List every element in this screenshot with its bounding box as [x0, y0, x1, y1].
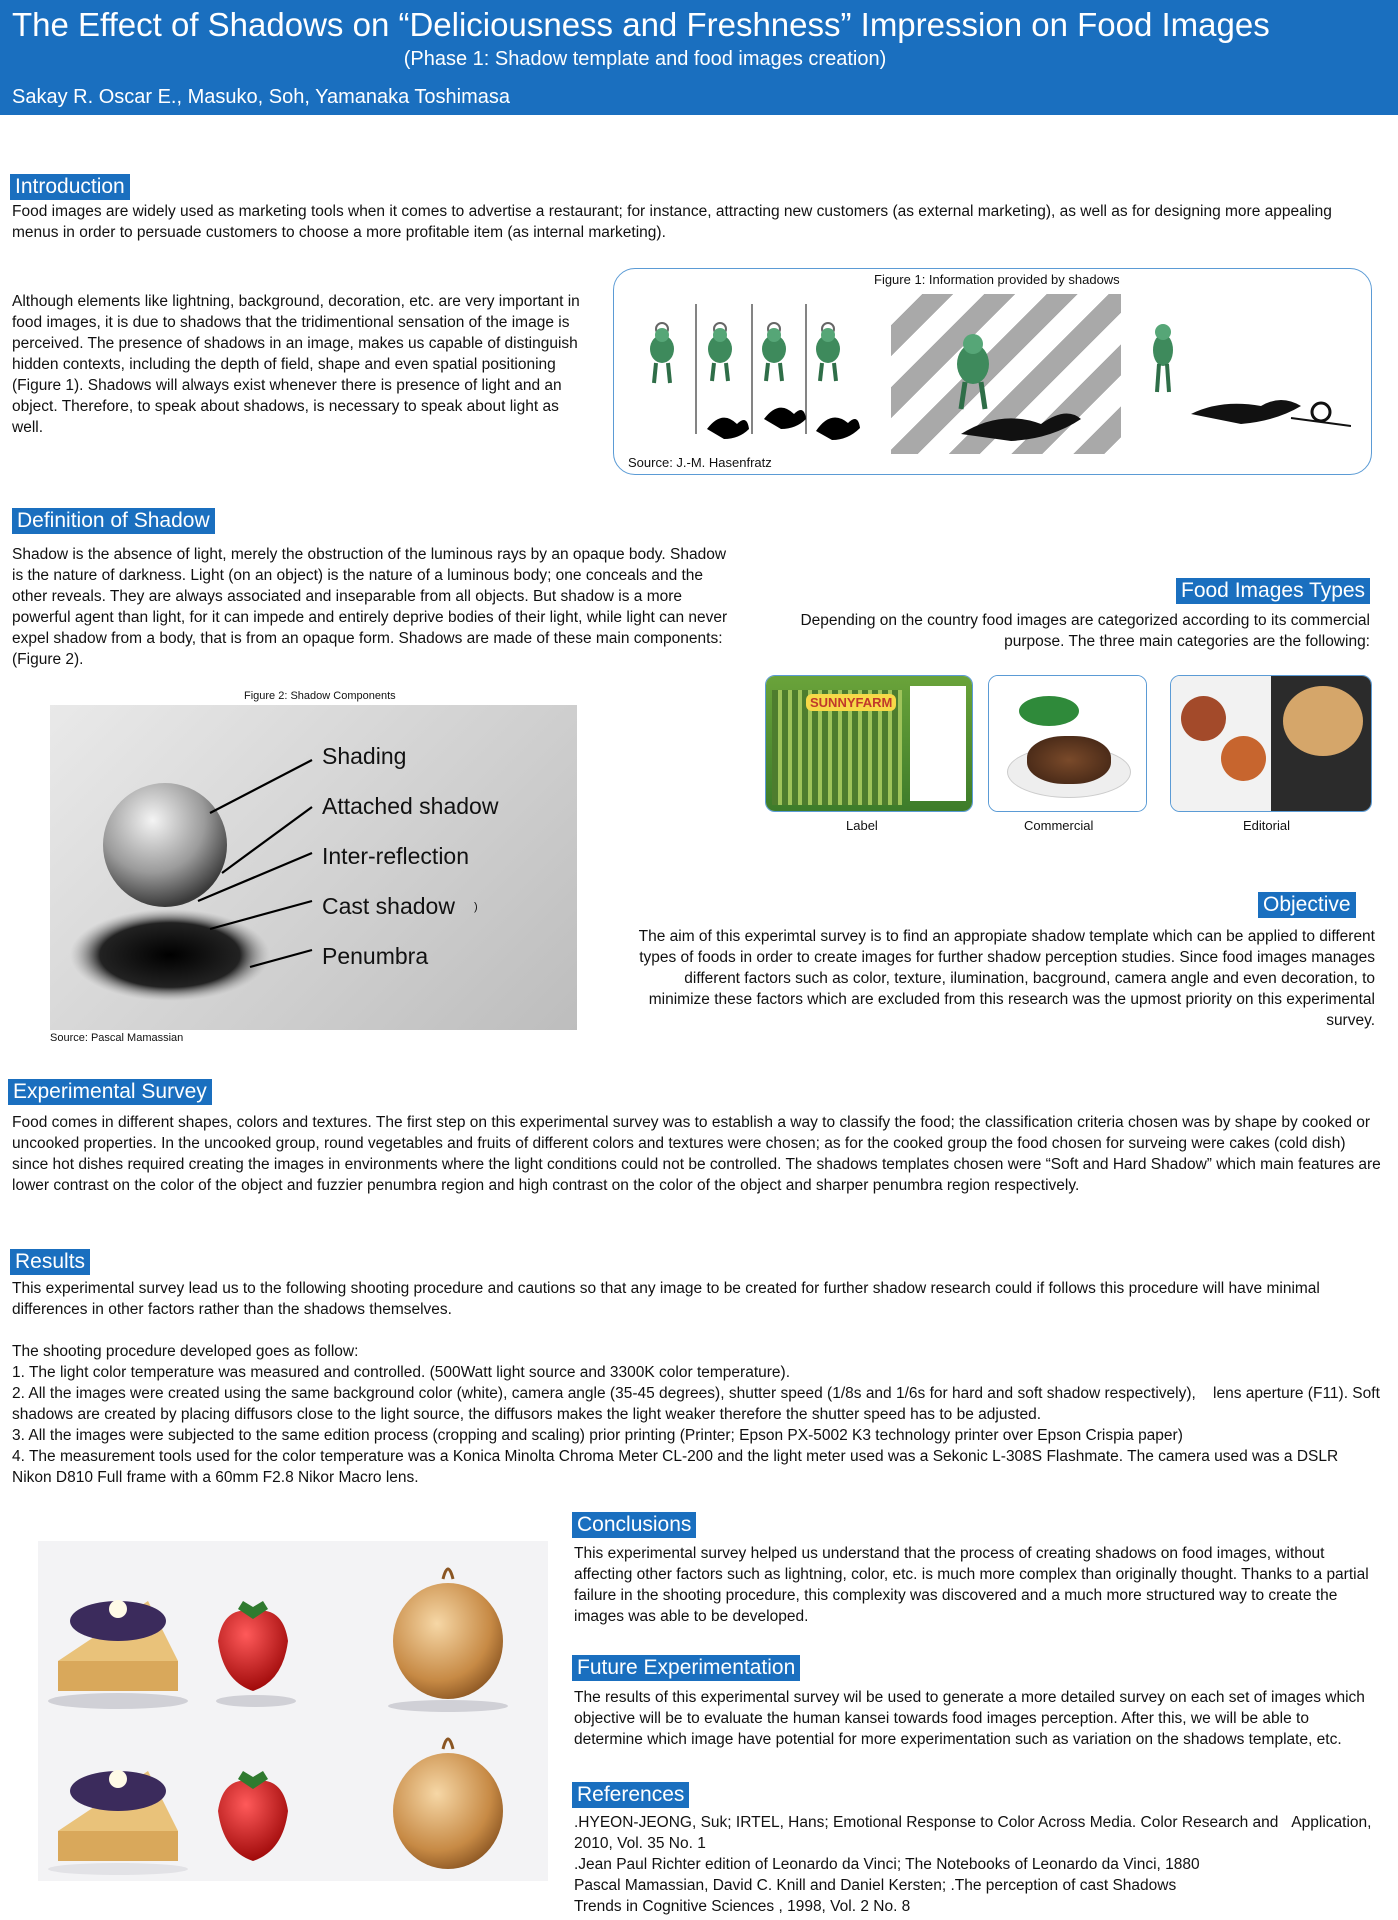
strawberry-photo-top — [216, 1601, 296, 1707]
future-heading: Future Experimentation — [572, 1655, 800, 1681]
food-type-label: Label — [846, 818, 878, 833]
reference-4: Trends in Cognitive Sciences , 1998, Vol. 2 No. 8 — [574, 1898, 911, 1915]
reference-1: .HYEON-JEONG, Suk; IRTEL, Hans; Emotional Response to Color Across Media. Color Research and Application, 2010, Vol. 35 No. 1 — [574, 1814, 1372, 1852]
shadow-components-diagram — [50, 705, 577, 1030]
reference-3: Pascal Mamassian, David C. Knill and Daniel Kersten; .The perception of cast Shadows — [574, 1877, 1177, 1894]
label-attached-shadow: Attached shadow — [322, 793, 499, 819]
definition-heading: Definition of Shadow — [12, 508, 215, 534]
food-type-editorial-image — [1170, 675, 1372, 812]
results-item-1: 1. The light color temperature was measured and controlled. (500Watt light source and 3300K color temperature). — [12, 1364, 790, 1381]
results-text-1: This experimental survey lead us to the following shooting procedure and cautions so that any image to be created for further shadow research could if follows this procedure will have minimal differences in other factors rather than the shadows themselves. — [12, 1280, 1320, 1318]
results-list — [12, 1362, 1382, 1488]
food-type-commercial: Commercial — [1024, 818, 1094, 833]
experimental-text: Food comes in different shapes, colors and textures. The first step on this experimental survey was to establish a way to classify the food; the classification criteria chosen was by shape by cooked or uncooked properties. In the uncooked group, round vegetables and fruits of different colors and textures were chosen; as for the cooked group the food chosen for surveing were cakes (cold dish) since hot dishes required creating the images in environments where the light conditions could not be controlled. The shadows templates chosen were “Soft and Hard Shadow” which main features are lower contrast on the color of the object and fuzzier penumbra region and high contrast on the color of the object and sharper penumbra region respectively. — [12, 1114, 1381, 1194]
reference-2: .Jean Paul Richter edition of Leonardo da Vinci; The Notebooks of Leonardo da Vinci, 1880 — [574, 1856, 1200, 1873]
robot-figure-4 — [816, 323, 860, 440]
results-text-2: The shooting procedure developed goes as follow: — [12, 1343, 359, 1360]
figure-2-image — [50, 705, 577, 1030]
conclusions-text: This experimental survey helped us understand that the process of creating shadows on food images, without affecting other factors such as lightning, color, etc. is much more complex than originally thought. Thanks to a partial failure in the shooting procedure, this complexity was discovered and a much more structured way to create the images was able to be developed. — [574, 1545, 1369, 1625]
robot-figure-large — [957, 334, 989, 409]
label-shading: Shading — [322, 743, 407, 769]
cake-photo-top — [48, 1600, 188, 1709]
robot-figure-3 — [762, 323, 806, 429]
conclusions-heading: Conclusions — [572, 1512, 696, 1538]
poster-header — [0, 0, 1398, 115]
introduction-text-1: Food images are widely used as marketing tools when it comes to advertise a restaurant; for instance, attracting new customers (as external marketing), as well as for designing more appealing menus in order to persuade customers to choose a more profitable item (as internal marketing). — [12, 203, 1332, 241]
food-types-text: Depending on the country food images are categorized according to its commercial purpose. The three main categories are the following: — [800, 612, 1370, 650]
food-photos — [38, 1541, 548, 1881]
strawberry-photo-bottom — [218, 1771, 288, 1861]
figure-1-large-figures — [891, 294, 1351, 454]
references-heading: References — [572, 1782, 689, 1808]
future-text: The results of this experimental survey wil be used to generate a more detailed survey on each set of images which objective will be to evaluate the human kansei towards food images perception. After this, we will be able to determine which image have potential for more experimentation such as variation on the shadows template, etc. — [574, 1689, 1365, 1748]
onion-photo-top — [388, 1569, 508, 1712]
poster-title: The Effect of Shadows on “Deliciousness and Freshness” Impression on Food Images — [12, 6, 1270, 43]
sunnyfarm-brand: SUNNYFARM — [806, 694, 896, 711]
robot-figure-2 — [707, 323, 749, 439]
objective-heading: Objective — [1258, 892, 1356, 918]
results-item-3: 3. All the images were subjected to the same edition process (cropping and scaling) prior printing (Printer; Epson PX-5002 K3 technology printer over Epson Crispia paper) — [12, 1427, 1183, 1444]
figure-2-caption: Figure 2: Shadow Components — [244, 690, 396, 702]
poster-authors: Sakay R. Oscar E., Masuko, Soh, Yamanaka Toshimasa — [12, 86, 511, 108]
results-item-2: 2. All the images were created using the same background color (white), camera angle (35-45 degrees), shutter speed (1/8s and 1/6s for hard and soft shadow respectively), lens aperture (F11). Soft shadows are created by placing diffusors close to the light source, the diffusors makes the light weaker therefore the shutter speed has to be adjusted. — [12, 1385, 1380, 1423]
label-cast-shadow: Cast shadow — [322, 893, 455, 919]
cake-photo-bottom — [48, 1770, 188, 1875]
food-types-heading: Food Images Types — [1176, 578, 1370, 604]
references-list — [574, 1812, 1374, 1917]
introduction-heading: Introduction — [10, 174, 130, 200]
introduction-text-2: Although elements like lightning, background, decoration, etc. are very important in food images, it is due to shadows that the tridimentional sensation of the image is perceived. The presence of shadows in an image, makes us capable of distinguish hidden contexts, including the depth of field, shape and even spatial positioning (Figure 1). Shadows will always exist whenever there is presence of light and an object. Therefore, to speak about shadows, is necessary to speak about light as well. — [12, 293, 580, 436]
results-photo-grid — [38, 1541, 548, 1881]
figure-1-caption: Figure 1: Information provided by shadows — [874, 272, 1120, 287]
definition-text: Shadow is the absence of light, merely the obstruction of the luminous rays by an opaque body. Shadow is the nature of darkness. Light (on an object) is the nature of a luminous body; one conceals and the other reveals. They are always associated and inseparable from all objects. But shadow is a more powerful agent than light, for it can impede and entirely deprive bodies of their light, while light can never expel shadow from a body, that is from an opaque form. Shadows are made of these main components: (Figure 2). — [12, 546, 728, 668]
poster-subtitle: (Phase 1: Shadow template and food images creation) — [403, 48, 887, 70]
objective-text: The aim of this experimtal survey is to find an appropiate shadow template which can be applied to different types of foods in order to create images for further shadow perception studies. Since food images manages different factors such as color, texture, ilumination, bacground, camera angle and even decoration, to minimize these factors which are excluded from this research was the upmost priority on this experimental survey. — [638, 928, 1375, 1029]
results-heading: Results — [10, 1249, 90, 1275]
figure-1-source: Source: J.-M. Hasenfratz — [628, 455, 772, 470]
experimental-heading: Experimental Survey — [8, 1079, 212, 1105]
label-penumbra: Penumbra — [322, 943, 429, 969]
food-type-editorial: Editorial — [1243, 818, 1290, 833]
robot-figure-side — [1153, 324, 1173, 392]
figure-1-box — [613, 268, 1372, 475]
figure-2-source: Source: Pascal Mamassian — [50, 1032, 184, 1044]
robot-figure-1 — [650, 323, 674, 383]
label-inter-reflection: Inter-reflection — [322, 843, 470, 869]
onion-photo-bottom — [393, 1739, 503, 1869]
results-item-4: 4. The measurement tools used for the color temperature was a Konica Minolta Chroma Meter CL-200 and the light meter used was a Sekonic L-308S Flashmate. The camera used was a DSLR Nikon D810 Full frame with a 60mm F2.8 Nikor Macro lens. — [12, 1448, 1339, 1486]
label-mark: ) — [474, 901, 478, 913]
food-type-label-image — [765, 675, 973, 812]
food-type-commercial-image — [988, 675, 1147, 812]
